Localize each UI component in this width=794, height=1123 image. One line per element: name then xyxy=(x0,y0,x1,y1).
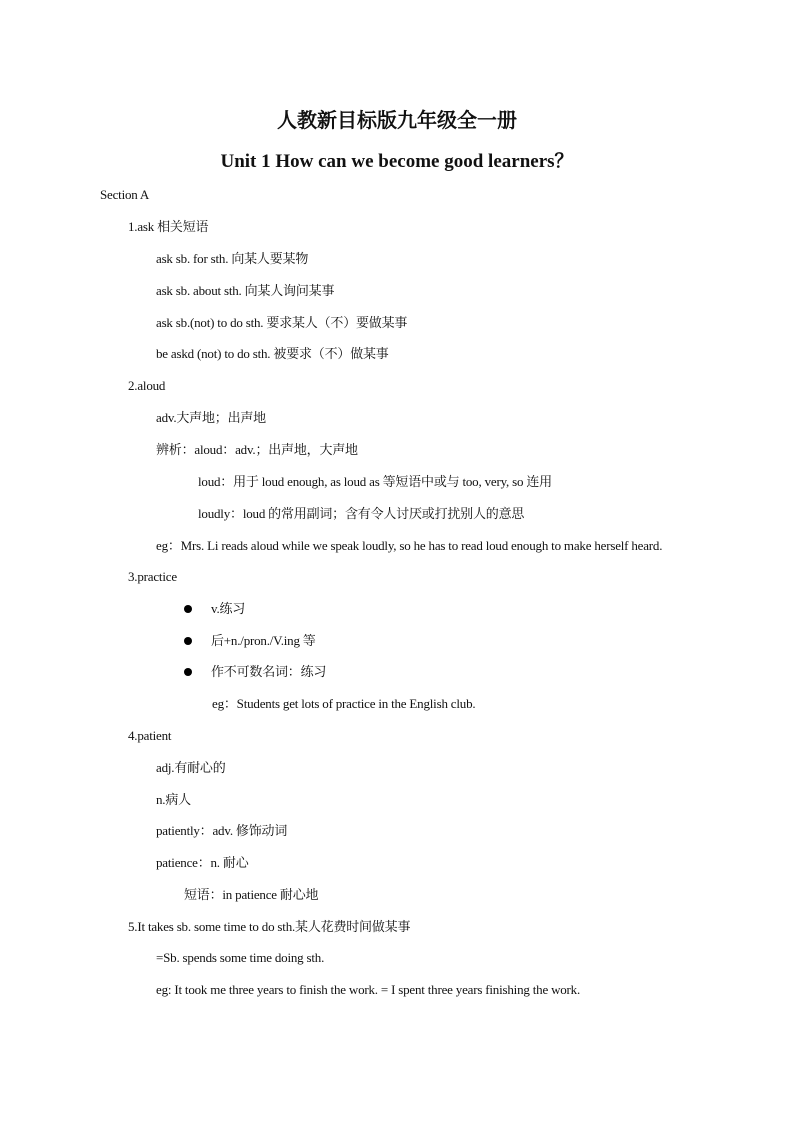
item-heading-takes: 5.It takes sb. some time to do sth.某人花费时间做某事 xyxy=(128,919,411,934)
unit-title: Unit 1 How can we become good learners？ xyxy=(220,151,574,172)
ask-phrase-3: ask sb.(not) to do sth. 要求某人（不）要做某事 xyxy=(156,315,408,330)
bullet-icon xyxy=(184,637,192,645)
patiently-note: patiently：adv. 修饰动词 xyxy=(156,823,288,838)
aloud-analysis: 辨析：aloud：adv.；出声地，大声地 xyxy=(156,442,358,457)
item-heading-patient: 4.patient xyxy=(128,728,172,743)
patient-noun: n.病人 xyxy=(156,792,191,807)
patience-note: patience：n. 耐心 xyxy=(156,855,249,870)
loudly-note: loudly：loud 的常用副词；含有令人讨厌或打扰别人的意思 xyxy=(198,506,525,521)
practice-bullet-3: 作不可数名词：练习 xyxy=(211,664,327,679)
bullet-icon xyxy=(184,668,192,676)
takes-example: eg: It took me three years to finish the work. = I spent three years finishing the work. xyxy=(156,982,581,997)
item-heading-ask: 1.ask 相关短语 xyxy=(128,219,209,234)
item-heading-practice: 3.practice xyxy=(128,569,177,584)
ask-phrase-1: ask sb. for sth. 向某人要某物 xyxy=(156,251,309,266)
item-heading-aloud: 2.aloud xyxy=(128,378,166,393)
ask-phrase-4: be askd (not) to do sth. 被要求（不）做某事 xyxy=(156,346,389,361)
patient-adj: adj.有耐心的 xyxy=(156,760,226,775)
ask-phrase-2: ask sb. about sth. 向某人询问某事 xyxy=(156,283,335,298)
aloud-definition: adv.大声地；出声地 xyxy=(156,410,266,425)
bullet-icon xyxy=(184,605,192,613)
practice-bullet-1: v.练习 xyxy=(211,601,246,616)
practice-bullet-2: 后+n./pron./V.ing 等 xyxy=(211,633,316,648)
page-title: 人教新目标版九年级全一册 xyxy=(277,108,517,132)
section-label: Section A xyxy=(100,187,150,202)
aloud-example: eg：Mrs. Li reads aloud while we speak loudly, so he has to read loud enough to make herself heard. xyxy=(156,538,663,553)
practice-example: eg：Students get lots of practice in the English club. xyxy=(212,696,476,711)
takes-equivalent: =Sb. spends some time doing sth. xyxy=(156,950,325,965)
loud-note: loud：用于 loud enough, as loud as 等短语中或与 too, very, so 连用 xyxy=(198,474,552,489)
patience-phrase: 短语：in patience 耐心地 xyxy=(184,887,319,902)
